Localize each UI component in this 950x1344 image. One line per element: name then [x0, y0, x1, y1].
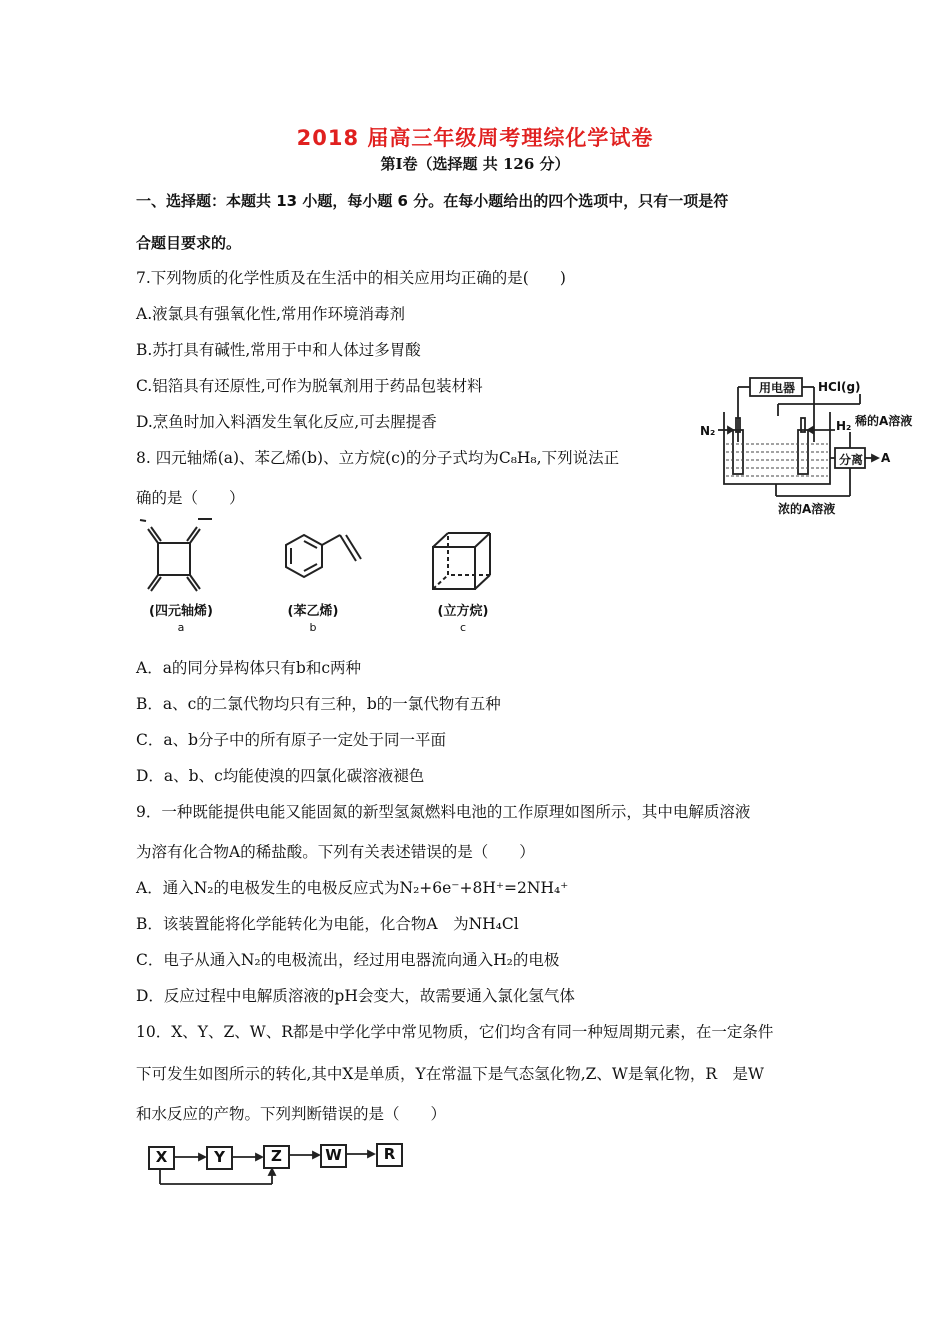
node-w: W	[320, 1144, 347, 1168]
product-label: A	[881, 451, 891, 465]
q10-stem-line3: 和水反应的产物。下列判断错误的是（ ）	[136, 1105, 447, 1123]
radialene-name: (四元轴烯)	[149, 604, 213, 619]
q9-option-a-n2: N₂	[193, 879, 214, 897]
styrene-letter: b	[309, 621, 317, 634]
cubane-structure	[433, 533, 490, 589]
q9-stem-line2: 为溶有化合物A的稀盐酸。下列有关表述错误的是（ ）	[136, 843, 535, 861]
dilute-solution-label: 稀的A溶液	[855, 414, 913, 428]
section-instruction-line2: 合题目要求的。	[136, 234, 242, 252]
q8-option-c: C．a、b分子中的所有原子一定处于同一平面	[136, 731, 447, 749]
separator-label: 分离	[838, 453, 863, 467]
page-subtitle: 第Ⅰ卷（选择题 共 126 分）	[380, 155, 570, 173]
q9-stem-line1: 9．一种既能提供电能又能固氮的新型氢氮燃料电池的工作原理如图所示，其中电解质溶液	[136, 803, 751, 821]
cubane-letter: c	[459, 621, 467, 634]
fuel-cell-drawing	[700, 372, 925, 520]
molecule-structures	[136, 515, 496, 610]
node-r: R	[376, 1143, 403, 1167]
q9-option-a	[136, 876, 568, 898]
q9-option-a-mid: 的电极发生的电极反应式为	[213, 879, 400, 897]
node-y: Y	[206, 1146, 233, 1170]
page-title: 2018 届高三年级周考理综化学试卷	[296, 126, 654, 150]
q7-option-d: D.烹鱼时加入料酒发生氧化反应,可去腥提香	[136, 413, 437, 431]
q9-option-b: B．该装置能将化学能转化为电能，化合物A 为NH₄Cl	[136, 915, 519, 933]
q10-stem-line1: 10．X、Y、Z、W、R都是中学化学中常见物质，它们均含有同一种短周期元素，在一定条件	[136, 1023, 774, 1041]
radialene-letter: a	[177, 621, 185, 634]
styrene-name: (苯乙烯)	[287, 604, 339, 619]
molecule-figures	[136, 515, 496, 640]
node-z: Z	[263, 1145, 290, 1169]
cubane-name: (立方烷)	[437, 604, 489, 619]
fuel-cell-diagram	[700, 372, 925, 520]
concentrated-solution-label: 浓的A溶液	[778, 502, 836, 516]
q9-option-a-pre: A．通入	[136, 879, 194, 897]
q8-stem-line2: 确的是（ ）	[136, 489, 245, 507]
conversion-flow-diagram	[148, 1140, 408, 1192]
q7-option-c: C.铝箔具有还原性,可作为脱氧剂用于药品包装材料	[136, 377, 483, 395]
q9-option-a-equation: N₂+6e⁻+8H⁺=2NH₄⁺	[399, 879, 569, 897]
q7-stem: 7.下列物质的化学性质及在生活中的相关应用均正确的是( )	[136, 269, 566, 287]
node-x: X	[148, 1146, 175, 1170]
n2-label: N₂	[700, 424, 716, 438]
q9-option-c: C．电子从通入N₂的电极流出，经过用电器流向通入H₂的电极	[136, 951, 560, 969]
radialene-structure	[140, 519, 212, 591]
h2-label: H₂	[836, 419, 852, 433]
q7-option-b: B.苏打具有碱性,常用于中和人体过多胃酸	[136, 341, 421, 359]
hcl-label: HCl(g)	[818, 380, 861, 394]
section-instruction-line1: 一、选择题：本题共 13 小题，每小题 6 分。在每小题给出的四个选项中，只有一项是符	[136, 192, 729, 210]
q8-option-d: D．a、b、c均能使溴的四氯化碳溶液褪色	[136, 767, 425, 785]
q8-option-a: A．a的同分异构体只有b和c两种	[136, 659, 362, 677]
styrene-structure	[286, 535, 361, 577]
q10-stem-line2: 下可发生如图所示的转化,其中X是单质，Y在常温下是气态氢化物,Z、W是氧化物，R 是W	[136, 1065, 764, 1083]
q7-option-a: A.液氯具有强氧化性,常用作环境消毒剂	[136, 305, 406, 323]
device-label: 用电器	[758, 381, 795, 395]
q8-option-b: B．a、c的二氯代物均只有三种，b的一氯代物有五种	[136, 695, 501, 713]
q8-stem-line1: 8. 四元轴烯(a)、苯乙烯(b)、立方烷(c)的分子式均为C₈H₈,下列说法正	[136, 449, 620, 467]
q9-option-d: D．反应过程中电解质溶液的pH会变大，故需要通入氯化氢气体	[136, 987, 575, 1005]
